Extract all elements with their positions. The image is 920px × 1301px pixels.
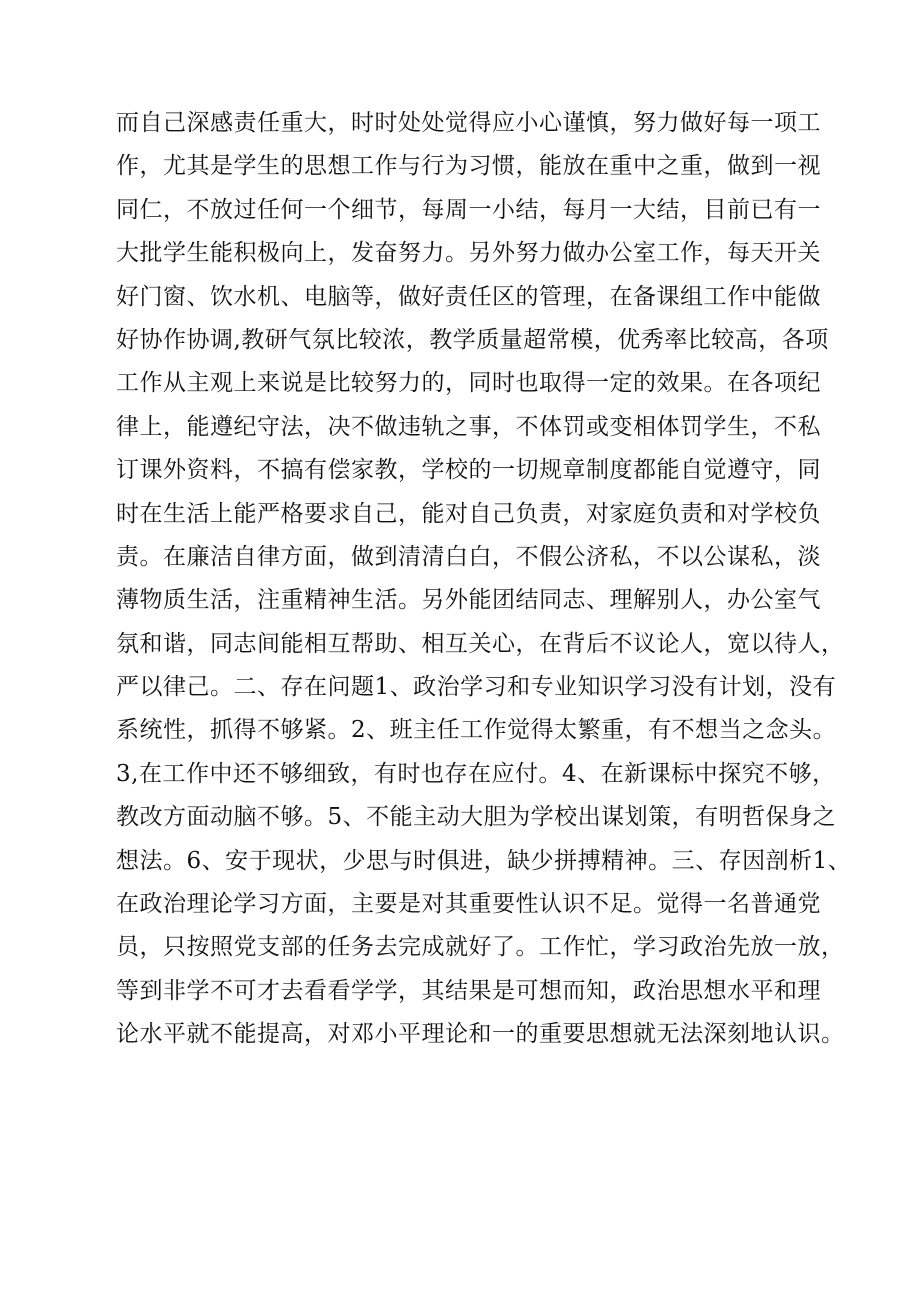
text-line: 论水平就不能提高，对邓小平理论和一的重要思想就无法深刻地认识。: [116, 1021, 845, 1048]
body-text: [116, 102, 852, 1057]
text-line: 严以律己。二、存在问题1、政治学习和专业知识学习没有计划，没有: [116, 674, 837, 701]
text-line: 员，只按照党支部的任务去完成就好了。工作忙，学习政治先放一放，: [116, 934, 845, 961]
text-line: 系统性，抓得不够紧。2、班主任工作觉得太繁重，有不想当之念头。: [116, 717, 837, 744]
text-line: 大批学生能积极向上，发奋努力。另外努力做办公室工作，每天开关: [116, 240, 821, 267]
text-line: 时在生活上能严格要求自己，能对自己负责，对家庭负责和对学校负: [116, 500, 821, 527]
text-line: 薄物质生活，注重精神生活。另外能团结同志、理解别人，办公室气: [116, 587, 821, 614]
text-line: 律上，能遵纪守法，决不做违轨之事，不体罚或变相体罚学生，不私: [116, 413, 821, 440]
text-line: 好门窗、饮水机、电脑等，做好责任区的管理，在备课组工作中能做: [116, 283, 821, 310]
text-line: 想法。6、安于现状，少思与时俱进，缺少拼搏精神。三、存因剖析1、: [116, 847, 852, 874]
text-line: 3,在工作中还不够细致，有时也存在应付。4、在新课标中探究不够，: [116, 760, 836, 787]
text-line: 教改方面动脑不够。5、不能主动大胆为学校出谋划策，有明哲保身之: [116, 804, 837, 831]
text-line: 责。在廉洁自律方面，做到清清白白，不假公济私，不以公谋私，淡: [116, 543, 821, 570]
text-line: 在政治理论学习方面，主要是对其重要性认识不足。觉得一名普通党: [116, 891, 821, 918]
text-line: 而自己深感责任重大，时时处处觉得应小心谨慎，努力做好每一项工: [116, 110, 821, 136]
text-line: 作，尤其是学生的思想工作与行为习惯，能放在重中之重，做到一视: [116, 153, 821, 180]
text-line: 工作从主观上来说是比较努力的，同时也取得一定的效果。在各项纪: [116, 370, 821, 397]
text-line: 同仁，不放过任何一个细节，每周一小结，每月一大结，目前已有一: [116, 196, 821, 223]
text-line: 好协作协调,教研气氛比较浓，教学质量超常模，优秀率比较高，各项: [116, 326, 829, 353]
text-line: 订课外资料，不搞有偿家教，学校的一切规章制度都能自觉遵守，同: [116, 457, 821, 484]
text-line: 氛和谐，同志间能相互帮助、相互关心，在背后不议论人，宽以待人，: [116, 630, 845, 657]
text-line: 等到非学不可才去看看学学，其结果是可想而知，政治思想水平和理: [116, 977, 821, 1004]
